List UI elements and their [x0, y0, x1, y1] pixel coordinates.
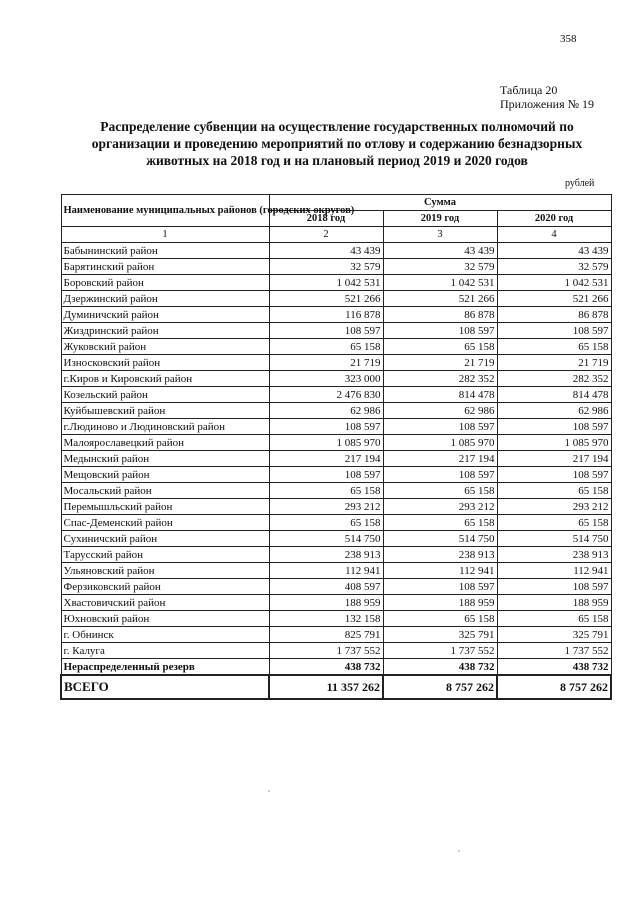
value-2019: 108 597	[383, 323, 497, 339]
municipality-name: Малоярославецкий район	[61, 435, 269, 451]
value-2020: 514 750	[497, 531, 611, 547]
reserve-row	[61, 659, 611, 676]
value-2020: 43 439	[497, 243, 611, 259]
municipality-name: Ферзиковский район	[61, 579, 269, 595]
value-2018: 521 266	[269, 291, 383, 307]
value-2019: 21 719	[383, 355, 497, 371]
table-row	[61, 243, 611, 259]
column-number: 1	[61, 227, 269, 243]
table-row	[61, 547, 611, 563]
value-2018: 238 913	[269, 547, 383, 563]
value-2020: 108 597	[497, 467, 611, 483]
value-2019: 514 750	[383, 531, 497, 547]
document-title: Распределение субвенции на осуществление государственных полномочий по организации и проведению мероприятий по отлову и содержанию безнадзорных животных на 2018 год и на плановый период 2019 и 2020 годов	[91, 119, 583, 168]
municipality-name: г. Калуга	[61, 643, 269, 659]
value-2019: 86 878	[383, 307, 497, 323]
value-2019: 282 352	[383, 371, 497, 387]
value-2019: 65 158	[383, 515, 497, 531]
municipality-name: Медынский район	[61, 451, 269, 467]
value-2019: 32 579	[383, 259, 497, 275]
value-2018: 2 476 830	[269, 387, 383, 403]
reserve-2019: 438 732	[383, 659, 497, 676]
value-2020: 65 158	[497, 483, 611, 499]
value-2019: 65 158	[383, 611, 497, 627]
value-2019: 521 266	[383, 291, 497, 307]
municipality-name: Куйбышевский район	[61, 403, 269, 419]
value-2018: 21 719	[269, 355, 383, 371]
header-year-2018: 2018 год	[269, 211, 383, 227]
table-row	[61, 451, 611, 467]
table-row	[61, 291, 611, 307]
table-row	[61, 595, 611, 611]
municipality-name: Козельский район	[61, 387, 269, 403]
value-2018: 132 158	[269, 611, 383, 627]
table-row	[61, 371, 611, 387]
value-2019: 238 913	[383, 547, 497, 563]
value-2020: 217 194	[497, 451, 611, 467]
municipality-name: Износковский район	[61, 355, 269, 371]
units-label: рублей	[565, 178, 595, 189]
table-row	[61, 435, 611, 451]
value-2018: 62 986	[269, 403, 383, 419]
value-2018: 408 597	[269, 579, 383, 595]
table-row	[61, 627, 611, 643]
value-2018: 108 597	[269, 419, 383, 435]
value-2019: 325 791	[383, 627, 497, 643]
scan-speck	[268, 790, 270, 792]
value-2018: 825 791	[269, 627, 383, 643]
total-2018: 11 357 262	[269, 675, 383, 699]
municipality-name: Боровский район	[61, 275, 269, 291]
value-2020: 108 597	[497, 323, 611, 339]
subvention-table	[60, 194, 612, 700]
value-2018: 65 158	[269, 339, 383, 355]
table-row	[61, 323, 611, 339]
column-number: 3	[383, 227, 497, 243]
municipality-name: Юхновский район	[61, 611, 269, 627]
value-2020: 65 158	[497, 611, 611, 627]
municipality-name: Думиничский район	[61, 307, 269, 323]
municipality-name: Спас-Деменский район	[61, 515, 269, 531]
municipality-name: Дзержинский район	[61, 291, 269, 307]
value-2018: 293 212	[269, 499, 383, 515]
table-row	[61, 307, 611, 323]
header-year-2019: 2019 год	[383, 211, 497, 227]
value-2020: 1 085 970	[497, 435, 611, 451]
header-municipality: Наименование муниципальных районов (городских округов)	[61, 195, 269, 227]
reserve-2018: 438 732	[269, 659, 383, 676]
total-2020: 8 757 262	[497, 675, 611, 699]
value-2018: 32 579	[269, 259, 383, 275]
value-2020: 521 266	[497, 291, 611, 307]
value-2019: 217 194	[383, 451, 497, 467]
table-body	[61, 243, 611, 659]
table-row	[61, 483, 611, 499]
table-row	[61, 387, 611, 403]
value-2019: 1 737 552	[383, 643, 497, 659]
municipality-name: Хвастовичский район	[61, 595, 269, 611]
value-2019: 188 959	[383, 595, 497, 611]
scan-speck	[458, 850, 460, 852]
table-row	[61, 611, 611, 627]
value-2019: 108 597	[383, 579, 497, 595]
table-label: Таблица 20	[500, 83, 558, 97]
value-2019: 62 986	[383, 403, 497, 419]
column-number: 2	[269, 227, 383, 243]
value-2018: 108 597	[269, 467, 383, 483]
table-row	[61, 563, 611, 579]
value-2020: 1 737 552	[497, 643, 611, 659]
value-2020: 293 212	[497, 499, 611, 515]
value-2019: 65 158	[383, 483, 497, 499]
municipality-name: Барятинский район	[61, 259, 269, 275]
municipality-name: Мещовский район	[61, 467, 269, 483]
municipality-name: Сухиничский район	[61, 531, 269, 547]
municipality-name: Жуковский район	[61, 339, 269, 355]
municipality-name: г. Обнинск	[61, 627, 269, 643]
municipality-name: Мосальский район	[61, 483, 269, 499]
value-2020: 65 158	[497, 339, 611, 355]
value-2018: 112 941	[269, 563, 383, 579]
value-2020: 32 579	[497, 259, 611, 275]
column-number-row	[61, 227, 611, 243]
value-2019: 43 439	[383, 243, 497, 259]
table-row	[61, 259, 611, 275]
value-2018: 514 750	[269, 531, 383, 547]
appendix-label: Приложения № 19	[500, 97, 595, 111]
value-2018: 108 597	[269, 323, 383, 339]
page-number: 358	[560, 33, 577, 45]
value-2018: 1 042 531	[269, 275, 383, 291]
column-number: 4	[497, 227, 611, 243]
value-2020: 1 042 531	[497, 275, 611, 291]
value-2018: 1 085 970	[269, 435, 383, 451]
table-row	[61, 355, 611, 371]
table-reference	[500, 83, 594, 111]
reserve-label: Нераспределенный резерв	[61, 659, 269, 676]
value-2019: 1 085 970	[383, 435, 497, 451]
value-2020: 282 352	[497, 371, 611, 387]
value-2018: 1 737 552	[269, 643, 383, 659]
value-2020: 65 158	[497, 515, 611, 531]
value-2020: 108 597	[497, 419, 611, 435]
table-row	[61, 579, 611, 595]
value-2020: 21 719	[497, 355, 611, 371]
table-row	[61, 403, 611, 419]
value-2018: 323 000	[269, 371, 383, 387]
value-2019: 65 158	[383, 339, 497, 355]
value-2020: 188 959	[497, 595, 611, 611]
municipality-name: Тарусский район	[61, 547, 269, 563]
table-row	[61, 531, 611, 547]
value-2020: 814 478	[497, 387, 611, 403]
value-2018: 65 158	[269, 483, 383, 499]
value-2019: 1 042 531	[383, 275, 497, 291]
value-2019: 814 478	[383, 387, 497, 403]
value-2020: 238 913	[497, 547, 611, 563]
value-2020: 112 941	[497, 563, 611, 579]
table-row	[61, 467, 611, 483]
municipality-name: г.Киров и Кировский район	[61, 371, 269, 387]
value-2019: 108 597	[383, 419, 497, 435]
value-2019: 108 597	[383, 467, 497, 483]
value-2019: 293 212	[383, 499, 497, 515]
municipality-name: Бабынинский район	[61, 243, 269, 259]
header-sum: Сумма	[269, 195, 611, 211]
municipality-name: г.Людиново и Людиновский район	[61, 419, 269, 435]
table-row	[61, 643, 611, 659]
header-year-2020: 2020 год	[497, 211, 611, 227]
total-2019: 8 757 262	[383, 675, 497, 699]
municipality-name: Ульяновский район	[61, 563, 269, 579]
reserve-2020: 438 732	[497, 659, 611, 676]
value-2020: 86 878	[497, 307, 611, 323]
municipality-name: Перемышльский район	[61, 499, 269, 515]
value-2018: 65 158	[269, 515, 383, 531]
table-row	[61, 499, 611, 515]
value-2018: 116 878	[269, 307, 383, 323]
value-2018: 188 959	[269, 595, 383, 611]
total-label: ВСЕГО	[61, 675, 269, 699]
total-row	[61, 675, 611, 699]
value-2020: 62 986	[497, 403, 611, 419]
value-2018: 217 194	[269, 451, 383, 467]
value-2020: 108 597	[497, 579, 611, 595]
table-row	[61, 419, 611, 435]
value-2019: 112 941	[383, 563, 497, 579]
value-2018: 43 439	[269, 243, 383, 259]
value-2020: 325 791	[497, 627, 611, 643]
table-row	[61, 515, 611, 531]
table-row	[61, 275, 611, 291]
municipality-name: Жиздринский район	[61, 323, 269, 339]
table-row	[61, 339, 611, 355]
